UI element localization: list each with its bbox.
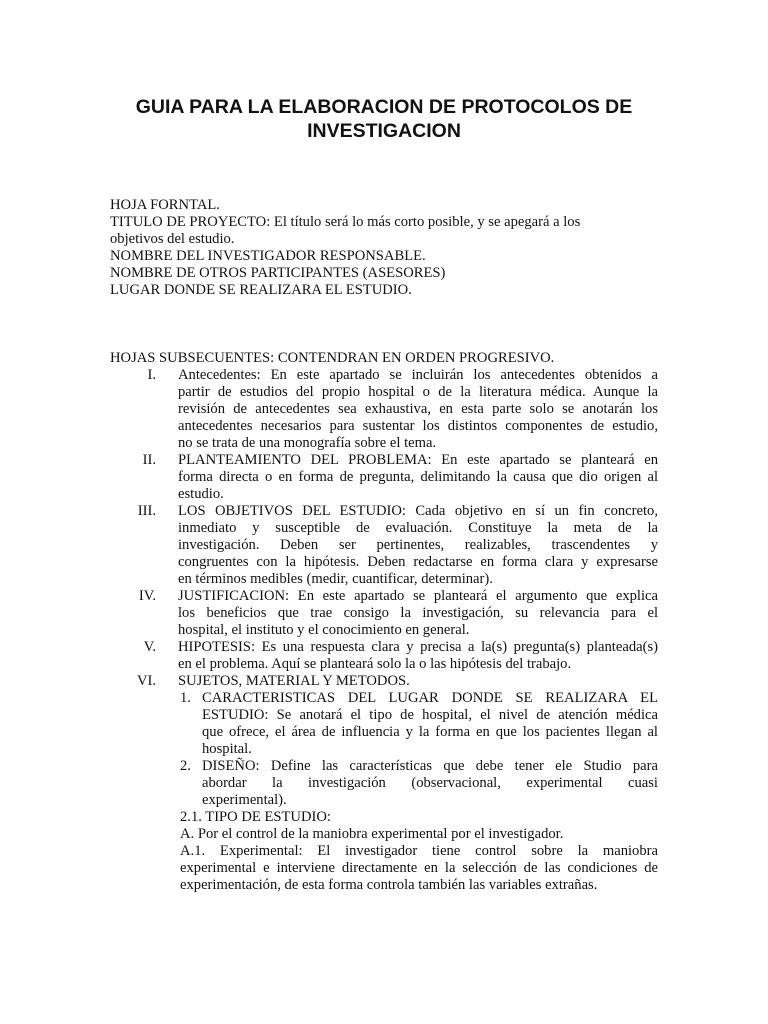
section-body — [178, 503, 658, 588]
section-line: HIPOTESIS: Es una respuesta clara y precisa a la(s) pregunta(s) planteada(s) — [178, 639, 658, 655]
subitem-body — [202, 690, 658, 758]
section-body — [178, 367, 658, 452]
front-line-hoja: HOJA FORNTAL. — [110, 197, 220, 213]
experimental-paragraph — [180, 843, 658, 894]
section-number: VI. — [136, 673, 156, 689]
section-line: estudio. — [178, 486, 224, 502]
section-body — [178, 588, 658, 639]
subitem-line: CARACTERISTICAS DEL LUGAR DONDE SE REALIZARA EL — [202, 690, 658, 706]
section-line: JUSTIFICACION: En este apartado se planteará el argumento que explica — [178, 588, 658, 604]
section-body — [178, 639, 658, 673]
section-line: partir de estudios del propio hospital o de la literatura médica. Aunque la — [178, 384, 658, 400]
front-line-titulo-cont: objetivos del estudio. — [110, 231, 235, 247]
subsequent-heading: HOJAS SUBSECUENTES: CONTENDRAN EN ORDEN PROGRESIVO. — [110, 350, 555, 366]
front-page-block — [110, 197, 662, 299]
section-line: antecedentes necesarios para sustentar los distintos componentes de estudio, — [178, 418, 658, 434]
section-number: I. — [147, 367, 156, 383]
section-line: congruentes con la hipótesis. Deben redactarse en forma clara y expresarse — [178, 554, 658, 570]
section-number: III. — [137, 503, 156, 519]
document-title — [100, 95, 668, 143]
section-line: Antecedentes: En este apartado se incluirán los antecedentes obtenidos a — [178, 367, 658, 383]
subitem-line: que ofrece, el área de influencia y la forma en que los pacientes llegan al — [202, 724, 658, 740]
section-line: revisión de antecedentes sea exhaustiva, en esta parte solo se anotarán los — [178, 401, 658, 417]
subitem-line: experimental). — [202, 792, 287, 808]
control-line: A. Por el control de la maniobra experimental por el investigador. — [180, 826, 564, 842]
front-line-lugar: LUGAR DONDE SE REALIZARA EL ESTUDIO. — [110, 282, 412, 298]
section-line: inmediato y susceptible de evaluación. Constituye la meta de la — [178, 520, 658, 536]
tipo-estudio-line: 2.1. TIPO DE ESTUDIO: — [180, 809, 331, 825]
subitem-line: DISEÑO: Define las características que debe tener ele Studio para — [202, 758, 658, 774]
subitem-line: hospital. — [202, 741, 252, 757]
title-line-2: INVESTIGACION — [307, 120, 461, 142]
section-number: IV. — [138, 588, 156, 604]
section-number: II. — [142, 452, 156, 468]
subitem-number: 1. — [180, 690, 191, 706]
front-line-titulo: TITULO DE PROYECTO: El título será lo más corto posible, y se apegará a los — [110, 214, 581, 230]
subitem-number: 2. — [180, 758, 191, 774]
section-line: PLANTEAMIENTO DEL PROBLEMA: En este apartado se planteará en — [178, 452, 658, 468]
experimental-line: A.1. Experimental: El investigador tiene control sobre la maniobra — [180, 843, 658, 859]
section-body — [178, 673, 658, 690]
subitem-line: ESTUDIO: Se anotará el tipo de hospital, el nivel de atención médica — [202, 707, 658, 723]
section-line: en el problema. Aquí se planteará solo la o las hipótesis del trabajo. — [178, 656, 572, 672]
section-line: SUJETOS, MATERIAL Y METODOS. — [178, 673, 410, 689]
control-maniobra-line — [180, 826, 658, 843]
section-line: forma directa o en forma de pregunta, delimitando la causa que dio origen al — [178, 469, 658, 485]
section-line: en términos medibles (medir, cuantificar, determinar). — [178, 571, 493, 587]
title-line-1: GUIA PARA LA ELABORACION DE PROTOCOLOS DE — [135, 96, 633, 118]
section-body — [178, 452, 658, 503]
front-line-investigador: NOMBRE DEL INVESTIGADOR RESPONSABLE. — [110, 248, 426, 264]
experimental-line: experimental e interviene directamente en la selección de las condiciones de — [180, 860, 658, 876]
experimental-line: experimentación, de esta forma controla también las variables extrañas. — [180, 877, 598, 893]
section-line: no se trata de una monografía sobre el tema. — [178, 435, 437, 451]
section-line: investigación. Deben ser pertinentes, realizables, trascendentes y — [178, 537, 658, 553]
subitem-line: abordar la investigación (observacional, experimental cuasi — [202, 775, 658, 791]
section-line: LOS OBJETIVOS DEL ESTUDIO: Cada objetivo en sí un fin concreto, — [178, 503, 658, 519]
section-number: V. — [143, 639, 156, 655]
section-line: los beneficios que trae consigo la investigación, su relevancia para el — [178, 605, 658, 621]
section-line: hospital, el instituto y el conocimiento en general. — [178, 622, 470, 638]
front-line-participantes: NOMBRE DE OTROS PARTICIPANTES (ASESORES) — [110, 265, 446, 281]
tipo-estudio-heading — [180, 809, 658, 826]
subitem-body — [202, 758, 658, 809]
